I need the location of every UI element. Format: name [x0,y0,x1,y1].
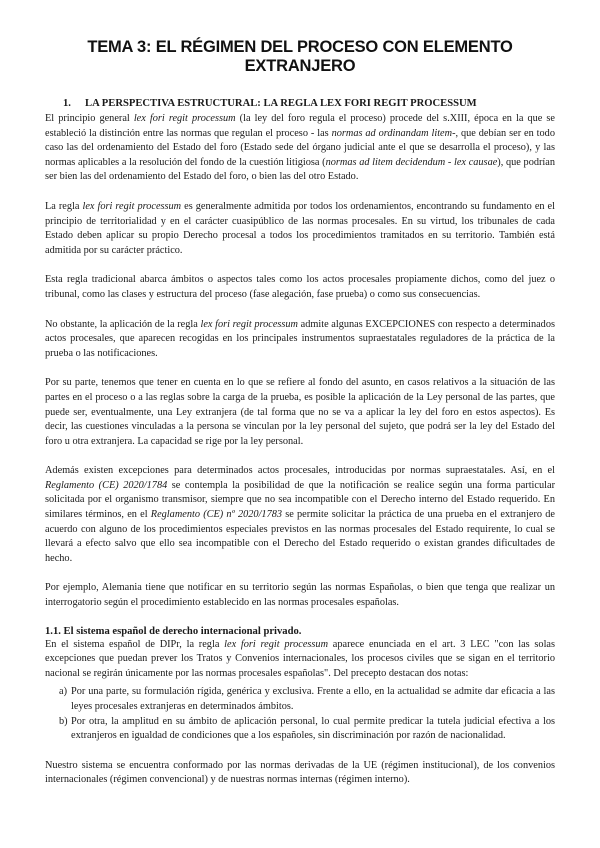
list-item: a) Por una parte, su formulación rígida, genérica y exclusiva. Frente a ello, en la actualidad se admite dar eficacia a las leyes procesales extranjeras en determinados ámbitos. [59,686,555,712]
section-1-number: 1. [63,98,71,109]
paragraph-4: No obstante, la aplicación de la regla lex fori regit processum admite algunas EXCEPCIONES con respecto a determinados actos procesales, que aparecen recogidas en los principales instrumentos supraestatales reguladores de la práctica de la prueba o las notificaciones. [45,318,555,359]
paragraph-5: Por su parte, tenemos que tener en cuenta en lo que se refiere al fondo del asunto, en casos relativos a la situación de las partes en el proceso o a las reglas sobre la carga de la prueba, es posible la aplicación de la Ley personal de las partes, que puede ser, eventualmente, una Ley extranjera (de tal forma que no se va a aplicar la ley del foro en estos aspectos). Es decir, las cuestiones vinculadas a la persona se vinculan por la ley personal del sujeto, que podrá ser la ley del Estado del foro u otra extranjera. La capacidad se rige por la ley personal. [45,377,555,447]
paragraph-9: Nuestro sistema se encuentra conformado por las normas derivadas de la UE (régimen institucional), de los convenios internacionales (régimen convencional) y de nuestras normas internas (régimen interno). [45,759,555,786]
document-page [45,38,555,803]
section-1-heading [63,98,555,109]
paragraph-8: En el sistema español de DIPr, la regla lex fori regit processum aparece enunciada en el art. 3 LEC "con las solas excepciones que puedan prever los Tratos y Convenios internacionales, los procesos civiles que se sigan en el territorio nacional se regirán únicamente por las normas procesales españolas". Del precepto destacan dos notas: [45,638,556,679]
paragraph-1: El principio general lex fori regit processum (la ley del foro regula el proceso) procede del s.XIII, época en la que se estableció la distinción entre las normas que regulan el proceso - las normas ad ordinandam litem-, que debían ser en todo caso las del ordenamiento del Estado del foro (Estado sede del órgano judicial ante el que se desarrolla el proceso), y las normas aplicables a la resolución del fondo de la cuestión litigiosa (normas ad litem decidendum - lex causae), que podrían ser bien las del ordenamiento del Estado del foro, o bien las del otro Estado. [45,113,555,183]
notes-list [45,685,555,743]
paragraph-3: Esta regla tradicional abarca ámbitos o aspectos tales como los actos procesales propiamente dichos, como del juez o tribunal, como las clases y estructura del proceso (fase alegación, fase prueba) o como sus consecuencias. [45,274,555,300]
paragraph-2: La regla lex fori regit processum es generalmente admitida por todos los ordenamientos, encontrando su fundamento en el principio de territorialidad y en el carácter cuasipúblico de las normas procesales. En su virtud, los tribunales de cada Estado deben aplicar su propio Derecho procesal a todos los procedimientos tramitados en su territorio. También está admitida por su carácter práctico. [45,200,555,256]
paragraph-7: Por ejemplo, Alemania tiene que notificar en su territorio según las normas Españolas, o bien que tenga que realizar un interrogatorio según el procedimiento establecido en las normas procesales españolas. [45,582,555,609]
section-1-title: LA PERSPECTIVA ESTRUCTURAL: LA REGLA LEX FORI REGIT PROCESSUM [85,98,477,109]
paragraph-6: Además existen excepciones para determinados actos procesales, introducidas por normas supraestatales. Así, en el Reglamento (CE) 2020/1784 se contempla la posibilidad de que la notificación se realice según una forma particular solicitada por el organismo transmisor, siempre que no sea incompatible con el Derecho interno del Estado requerido. En similares términos, en el Reglamento (CE) nº 2020/1783 se permite solicitar la práctica de una prueba en el extranjero de acuerdo con alguno de los procedimientos especiales previstos en las normas procesales del Estado requirente, lo cual se llevará a efecto salvo que ello sea incompatible con el Derecho del Estado requerido o existan grandes dificultades de hecho. [45,465,555,564]
list-item: b) Por otra, la amplitud en su ámbito de aplicación personal, lo cual permite predicar la tutela judicial efectiva a los extranjeros en igualdad de condiciones que a los españoles, sin discriminación por razón de nacionalidad. [59,715,555,742]
page-title: TEMA 3: EL RÉGIMEN DEL PROCESO CON ELEMENTO EXTRANJERO [87,38,513,75]
section-1-1-heading: 1.1. El sistema español de derecho internacional privado. [45,625,302,637]
